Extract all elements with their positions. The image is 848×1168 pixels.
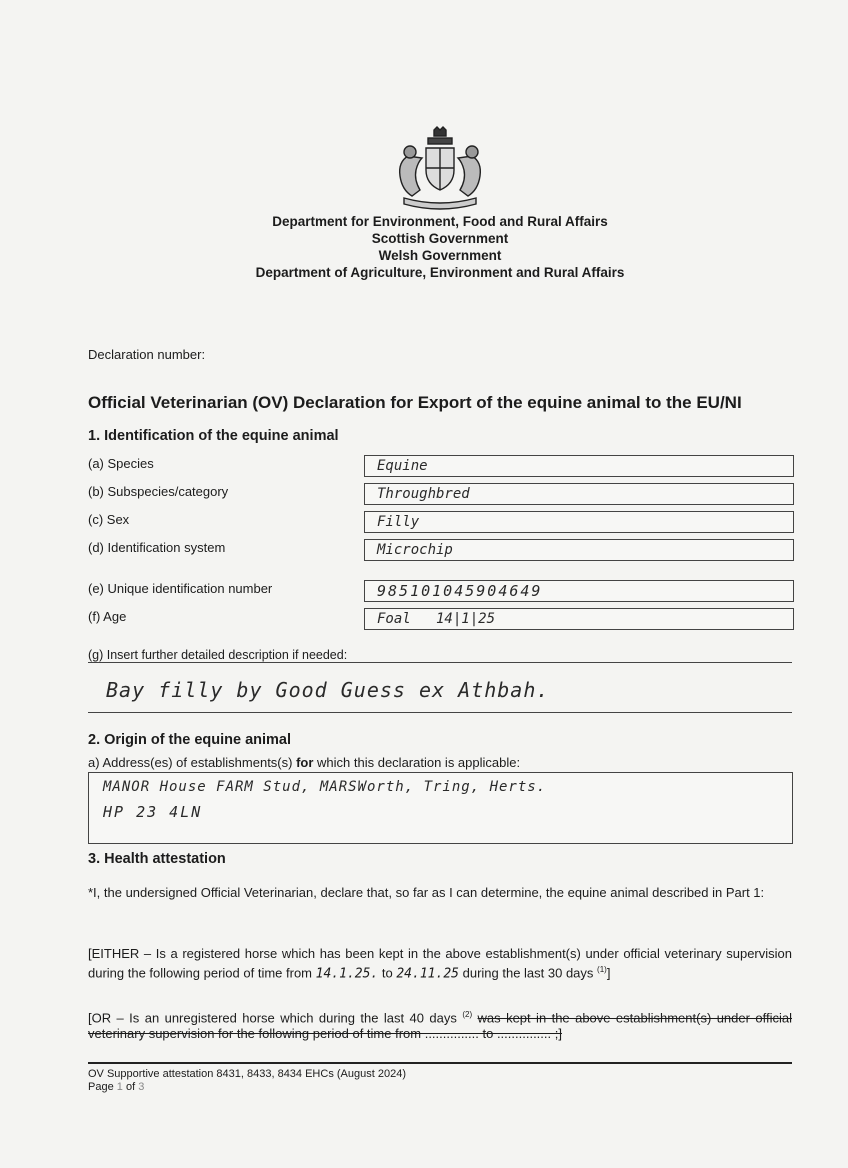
declaration-number-label: Declaration number: [88,347,206,362]
species-value: Equine [377,458,428,474]
address-label-bold: for [296,755,314,770]
either-text-end: during the last 30 days [462,965,594,981]
address-line-1: MANOR House FARM Stud, MARSWorth, Tring, Herts. [103,779,547,795]
department-line-3: Welsh Government [378,248,502,263]
unique-id-value: 985101045904649 [377,582,543,600]
or-text-struck: was kept in the above establishment(s) under official veterinary supervision for the following period of time from ............... to ............... ;] [88,1010,792,1042]
page-number [88,1081,144,1093]
unique-id-field[interactable] [364,580,794,602]
footer-attestation: OV Supportive attestation 8431, 8433, 8434 EHCs (August 2024) [88,1068,406,1080]
divider [88,712,792,713]
description-label: (g) Insert further detailed description if needed: [88,648,348,662]
health-attestation-intro: *I, the undersigned Official Veterinarian, declare that, so far as I can determine, the equine animal described in Part 1: [88,885,765,900]
either-to-word: to [381,965,393,981]
or-clause [88,1007,792,1042]
page-current: 1 [116,1081,123,1093]
page-total: 3 [138,1081,145,1093]
identification-system-value: Microchip [377,542,453,558]
subspecies-value: Throughbred [377,486,470,502]
subspecies-field[interactable] [364,483,794,505]
section-1-heading: 1. Identification of the equine animal [88,428,339,444]
page-of: of [125,1081,136,1093]
footnote-marker: (2) [462,1010,473,1019]
address-line-2: HP 23 4LN [103,803,203,821]
description-value[interactable]: Bay filly by Good Guess ex Athbah. [106,678,550,702]
age-label: (f) Age [88,609,127,624]
identification-system-field[interactable] [364,539,794,561]
department-line-4: Department of Agriculture, Environment and Rural Affairs [255,265,625,280]
section-2-heading: 2. Origin of the equine animal [88,732,292,748]
section-3-heading: 3. Health attestation [88,851,226,867]
footnote-marker: (1) [597,965,607,974]
either-text: [EITHER – Is a registered horse which has been kept in the above establishment(s) under official veterinary supervision during the following period of time from [88,946,792,981]
department-line-2: Scottish Government [371,231,509,246]
page-prefix: Page [88,1081,114,1093]
royal-coat-of-arms-icon [388,126,492,212]
species-label: (a) Species [88,456,154,471]
address-label [88,755,520,770]
species-field[interactable] [364,455,794,477]
either-close-bracket: ] [606,965,611,981]
either-to-date[interactable]: 24.11.25 [396,966,459,982]
sex-value: Filly [377,514,420,530]
page-title: Official Veterinarian (OV) Declaration for Export of the equine animal to the EU/NI [88,393,742,412]
either-clause [88,946,792,982]
unique-id-label: (e) Unique identification number [88,581,273,596]
identification-system-label: (d) Identification system [88,540,226,555]
or-text: [OR – Is an unregistered horse which during the last 40 days [88,1010,457,1026]
address-label-suffix: which this declaration is applicable: [313,755,521,770]
sex-field[interactable] [364,511,794,533]
sex-label: (c) Sex [88,512,130,527]
address-field[interactable] [88,772,793,844]
address-label-prefix: a) Address(es) of establishments(s) [88,755,297,770]
department-line-1: Department for Environment, Food and Rural Affairs [272,214,608,229]
either-from-date[interactable]: 14.1.25. [315,966,379,982]
age-field[interactable] [364,608,794,630]
footer-rule [88,1062,792,1064]
age-value: Foal 14|1|25 [377,611,496,627]
subspecies-label: (b) Subspecies/category [88,484,229,499]
divider [88,662,792,663]
